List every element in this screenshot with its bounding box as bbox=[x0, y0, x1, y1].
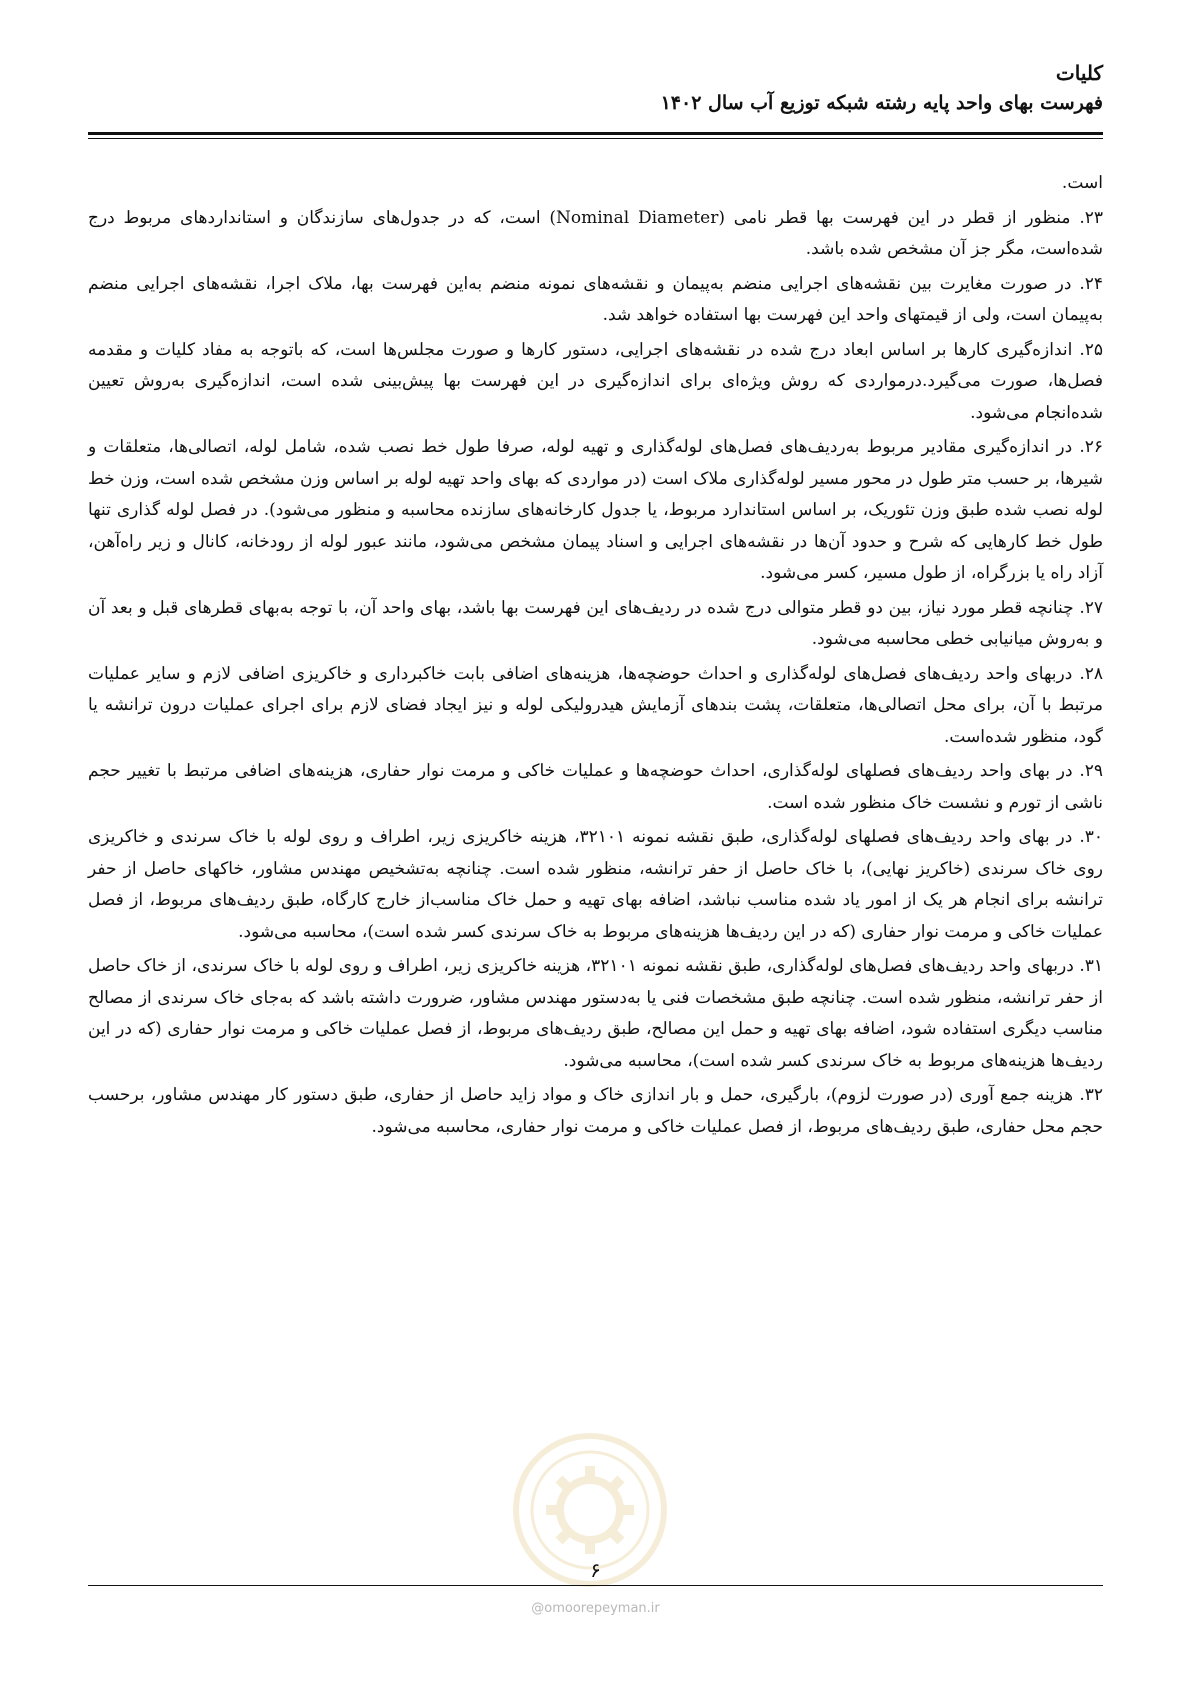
website-watermark: @omoorepeyman.ir bbox=[531, 1601, 660, 1616]
paragraph-23: ۲۳. منظور از قطر در این فهرست بها قطر نامی (Nominal Diameter) است، که در جدول‌های سازندگان و استانداردهای مربوط درج شده‌است، مگر جز آن مشخص شده باشد. bbox=[88, 207, 1103, 259]
footer-rule bbox=[88, 1585, 1103, 1586]
header-rule-thin bbox=[88, 138, 1103, 139]
header-subtitle: فهرست بهای واحد پایه رشته شبکه توزیع آب سال ۱۴۰۲ bbox=[660, 92, 1103, 114]
paragraph-31: ۳۱. دربهای واحد ردیف‌های فصل‌های لوله‌گذاری، طبق نقشه نمونه ۳۲۱۰۱، هزینه خاکریزی زیر، اطراف و روی لوله با خاک سرندی، از خاک حاصل از حفر ترانشه، منظور شده است. چنانچه طبق مشخصات فنی یا به‌دستور مهندس مشاور، ضرورت داشته باشد که به‌جای خاک سرندی از مصالح مناسب دیگری استفاده شود، اضافه بهای تهیه و حمل این مصالح، طبق ردیف‌های مربوط، از فصل عملیات خاکی و مرمت نوار حفاری (که در این ردیف‌ها هزینه‌های مربوط به خاک سرندی کسر شده است)، محاسبه می‌شود. bbox=[88, 956, 1103, 1071]
paragraph-27: ۲۷. چنانچه قطر مورد نیاز، بین دو قطر متوالی درج شده در ردیف‌های این فهرست بها باشد، بهای واحد آن، با توجه به‌بهای قطرهای قبل و بعد آن و به‌روش میانیابی خطی محاسبه می‌شود. bbox=[88, 597, 1103, 649]
document-body bbox=[88, 168, 1103, 1146]
header-title: کلیات bbox=[1055, 61, 1103, 85]
header-rule-thick bbox=[88, 132, 1103, 135]
paragraph-30: ۳۰. در بهای واحد ردیف‌های فصلهای لوله‌گذاری، طبق نقشه نمونه ۳۲۱۰۱، هزینه خاکریزی زیر، اطراف و روی لوله با خاک سرندی و خاکریزی روی خاک سرندی (خاکریز نهایی)، با خاک حاصل از حفر ترانشه، منظور شده است. چنانچه به‌تشخیص مهندس مشاور، خاکهای حاصل از حفر ترانشه برای انجام هر یک از امور یاد شده مناسب نباشد، اضافه بهای تهیه و حمل خاک مناسب‌از خارج کارگاه، طبق ردیف‌های مربوط، از فصل عملیات خاکی و مرمت نوار حفاری (که در این ردیف‌ها هزینه‌های مربوط به خاک سرندی کسر شده است)، محاسبه می‌شود. bbox=[88, 827, 1103, 942]
paragraph-28: ۲۸. دربهای واحد ردیف‌های فصل‌های لوله‌گذاری و احداث حوضچه‌ها، هزینه‌های اضافی بابت خاکبرداری و خاکریزی اضافی لازم و سایر عملیات مرتبط با آن، برای محل اتصالی‌ها، متعلقات، پشت بندهای آزمایش هیدرولیکی لوله و نیز ایجاد فضای لازم برای اجرای عملیات درون ترانشه یا گود، منظور شده‌است. bbox=[88, 663, 1103, 747]
page-header bbox=[88, 58, 1103, 118]
paragraph-25: ۲۵. اندازه‌گیری کارها بر اساس ابعاد درج شده در نقشه‌های اجرایی، دستور کارها و صورت مجلس‌ها است، که باتوجه به مفاد کلیات و مقدمه فصل‌ها، صورت می‌گیرد.درمواردی که روش ویژه‌ای برای اندازه‌گیری در این فهرست بها پیش‌بینی شده است، اندازه‌گیری به‌روش تعیین شده‌انجام می‌شود. bbox=[88, 339, 1103, 423]
paragraph-26: ۲۶. در اندازه‌گیری مقادیر مربوط به‌ردیف‌های فصل‌های لوله‌گذاری و تهیه لوله، صرفا طول خط نصب شده، شامل لوله، اتصالی‌ها، متعلقات و شیرها، بر حسب متر طول در محور مسیر لوله‌گذاری ملاک است (در مواردی که بهای واحد تهیه لوله بر اساس وزن مشخص شده است، وزن خط لوله نصب شده طبق وزن تئوریک، بر اساس استاندارد مربوط، یا جدول کارخانه‌های سازنده محاسبه و منظور می‌شود). در فصل لوله گذاری تنها طول خط کارهایی که شرح و حدود آن‌ها در نقشه‌های اجرایی و اسناد پیمان مشخص می‌شود، مانند عبور لوله از رودخانه، کانال و زیر راه‌آهن، آزاد راه یا بزرگراه، از طول مسیر، کسر می‌شود. bbox=[88, 437, 1103, 583]
paragraph-29: ۲۹. در بهای واحد ردیف‌های فصلهای لوله‌گذاری، احداث حوضچه‌ها و عملیات خاکی و مرمت نوار حفاری، هزینه‌های اضافی مرتبط با تغییر حجم ناشی از تورم و نشست خاک منظور شده است. bbox=[88, 761, 1103, 813]
page-number: ۶ bbox=[590, 1558, 601, 1582]
paragraph-24: ۲۴. در صورت مغایرت بین نقشه‌های اجرایی منضم به‌پیمان و نقشه‌های نمونه منضم به‌این فهرست بها، ملاک اجرا، نقشه‌های اجرایی منضم به‌پیمان است، ولی از قیمتهای واحد این فهرست بها استفاده خواهد شد. bbox=[88, 273, 1103, 325]
paragraph-32: ۳۲. هزینه جمع آوری (در صورت لزوم)، بارگیری، حمل و بار اندازی خاک و مواد زاید حاصل از حفاری، طبق دستور کار مهندس مشاور، برحسب حجم محل حفاری، طبق ردیف‌های مربوط، از فصل عملیات خاکی و مرمت نوار حفاری، محاسبه می‌شود. bbox=[88, 1085, 1103, 1137]
paragraph-continuation: است. bbox=[1061, 173, 1103, 193]
